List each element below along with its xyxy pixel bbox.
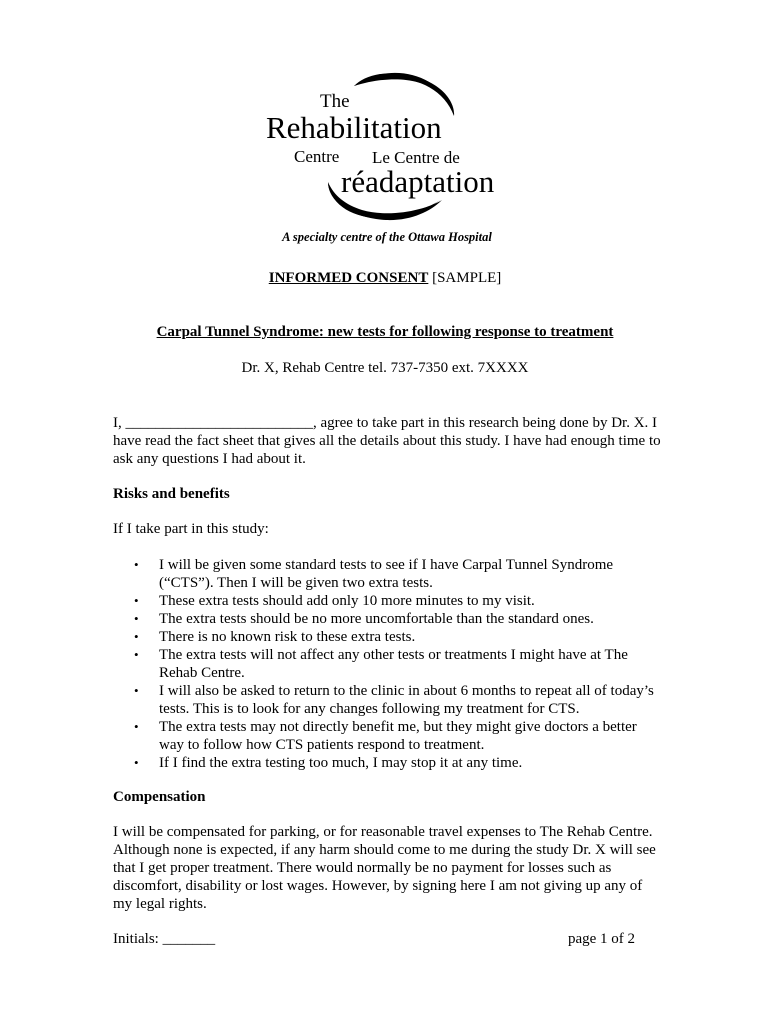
risks-bullet-list	[113, 556, 663, 772]
list-item	[113, 682, 663, 718]
bullet-icon: •	[134, 557, 139, 572]
study-title: Carpal Tunnel Syndrome: new tests for following response to treatment	[156, 324, 614, 340]
list-item-text: I will be given some standard tests to see if I have Carpal Tunnel Syndrome (“CTS”). Then I will be given two extra tests.	[159, 557, 614, 591]
document-title-main: INFORMED CONSENT	[268, 270, 429, 286]
bullet-icon: •	[134, 611, 139, 626]
list-item	[113, 610, 663, 628]
bullet-icon: •	[134, 683, 139, 698]
bullet-icon: •	[134, 647, 139, 662]
list-item-text: There is no known risk to these extra tests.	[159, 629, 416, 645]
risks-lead-text: If I take part in this study:	[113, 521, 269, 537]
list-item	[113, 718, 663, 754]
bullet-icon: •	[134, 755, 139, 770]
logo-rehabilitation-text: Rehabilitation	[266, 110, 442, 145]
list-item	[113, 556, 663, 592]
consent-intro-paragraph: I, _________________________, agree to take part in this research being done by Dr. X. I have read the fact sheet that gives all the details about this study. I have had enough time to ask any questions I had about it.	[113, 415, 661, 467]
bullet-icon: •	[134, 719, 139, 734]
risks-heading: Risks and benefits	[113, 486, 230, 502]
list-item-text: The extra tests should be no more uncomfortable than the standard ones.	[159, 611, 594, 627]
list-item	[113, 646, 663, 682]
initials-field: Initials: _______	[113, 931, 216, 947]
bullet-icon: •	[134, 593, 139, 608]
list-item	[113, 592, 663, 610]
list-item-text: The extra tests may not directly benefit me, but they might give doctors a better way to follow how CTS patients respond to treatment.	[159, 719, 637, 753]
list-item-text: If I find the extra testing too much, I may stop it at any time.	[159, 755, 523, 771]
document-title-suffix: [SAMPLE]	[428, 270, 502, 286]
bullet-icon: •	[134, 629, 139, 644]
list-item-text: The extra tests will not affect any other tests or treatments I might have at The Rehab Centre.	[159, 647, 628, 681]
document-title	[0, 270, 770, 287]
contact-line: Dr. X, Rehab Centre tel. 737-7350 ext. 7XXXX	[241, 360, 529, 376]
list-item	[113, 628, 663, 646]
compensation-paragraph: I will be compensated for parking, or for reasonable travel expenses to The Rehab Centre. Although none is expected, if any harm should come to me during the study Dr. X will see that I get proper treatment. There would normally be no payment for losses such as discomfort, disability or lost wages. However, by signing here I am not giving up any of my legal rights.	[113, 824, 656, 912]
logo-tagline: A specialty centre of the Ottawa Hospital	[282, 230, 492, 244]
page-footer	[113, 931, 635, 948]
compensation-heading: Compensation	[113, 789, 206, 805]
logo-the-text: The	[320, 91, 350, 112]
page-number: page 1 of 2	[567, 931, 635, 947]
list-item	[113, 754, 663, 772]
logo-centre-text: Centre	[294, 147, 340, 166]
list-item-text: These extra tests should add only 10 more minutes to my visit.	[159, 593, 535, 609]
list-item-text: I will also be asked to return to the clinic in about 6 months to repeat all of today’s tests. This is to look for any changes following my treatment for CTS.	[159, 683, 654, 717]
logo-le-centre-de-text: Le Centre de	[372, 148, 460, 167]
logo-readaptation-text: réadaptation	[341, 164, 495, 199]
rehab-centre-logo	[262, 68, 512, 228]
